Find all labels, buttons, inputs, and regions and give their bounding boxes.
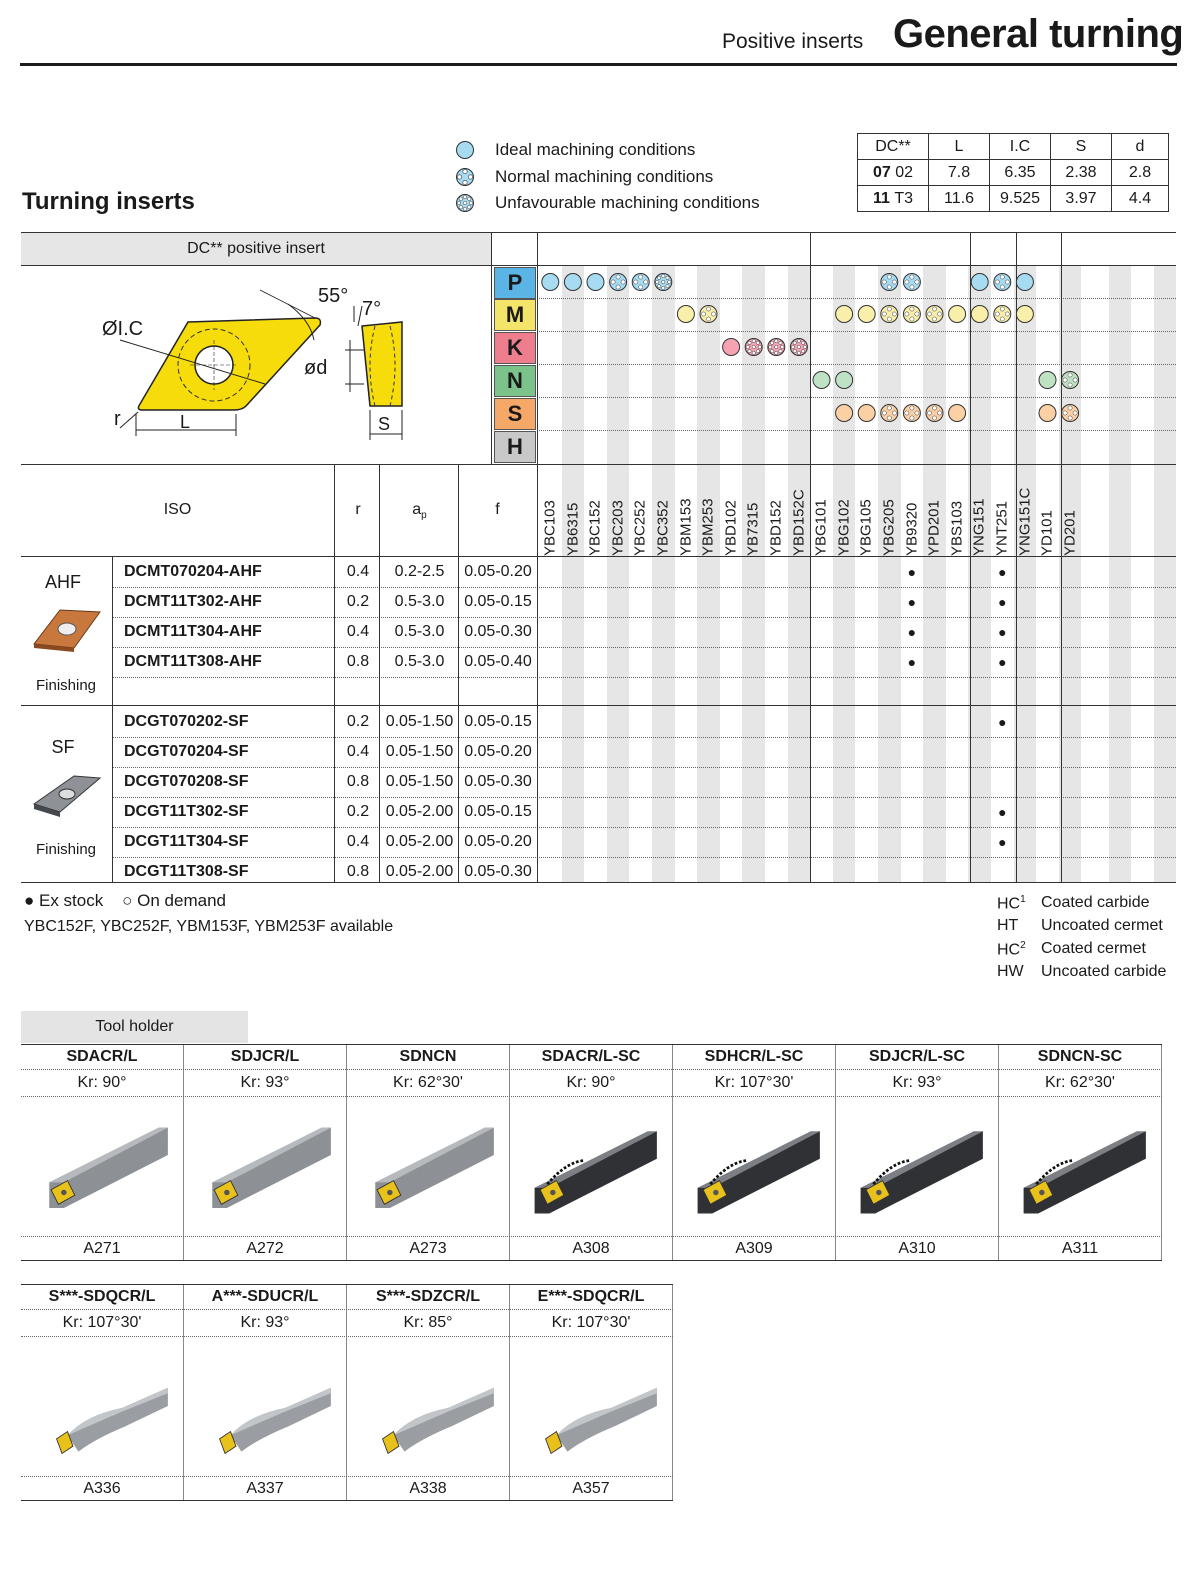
- ex-stock-mark: ●: [998, 654, 1007, 670]
- legend-label: Unfavourable machining conditions: [495, 193, 760, 212]
- clearance-label: 7°: [362, 298, 382, 320]
- section-title: Turning inserts: [22, 188, 195, 215]
- tool-holder-card: [836, 1044, 999, 1260]
- available-note: YBC152F, YBC252F, YBM153F, YBM253F available: [24, 918, 394, 935]
- ex-stock-mark: ●: [907, 624, 917, 640]
- tool-holder-image: [357, 1346, 503, 1466]
- tool-holder-name: SDACR/L: [66, 1048, 138, 1065]
- material-h: H: [494, 431, 536, 463]
- f-value: 0.05-0.30: [464, 863, 532, 880]
- tool-holder-card: [510, 1284, 673, 1500]
- iso-code: DCGT11T308-SF: [124, 863, 249, 880]
- S-label: S: [378, 414, 391, 434]
- holder-divider: [21, 1309, 673, 1310]
- dimensions-table: [857, 133, 1169, 212]
- r-header: r: [355, 501, 361, 518]
- grade-desc: Uncoated cermet: [1041, 917, 1163, 934]
- tool-holder-page: A271: [83, 1240, 121, 1257]
- group-line: [810, 232, 811, 883]
- table-bottom-line: [21, 882, 1176, 883]
- ideal-circle-icon: [542, 274, 559, 291]
- ap-value: 0.5-3.0: [394, 653, 445, 670]
- tool-holder-card: [184, 1044, 347, 1260]
- grade-label: YBG105: [857, 499, 875, 556]
- grade-header: [990, 466, 1014, 556]
- ex-stock-mark: ●: [998, 624, 1007, 640]
- grade-label: YBD152C: [790, 489, 808, 556]
- normal-circle-icon: [903, 405, 920, 422]
- grade-column-band: [1154, 266, 1176, 882]
- dims-cell: 11.6: [929, 186, 990, 212]
- normal-circle-icon: [903, 306, 920, 323]
- grade-code: HT: [997, 917, 1019, 934]
- unfavourable-circle-icon: [455, 193, 475, 213]
- dims-cell: 6.35: [990, 160, 1051, 186]
- grade-label: YNT251: [993, 500, 1011, 556]
- legend-label: Ideal machining conditions: [495, 140, 696, 159]
- radius-value: 0.4: [346, 833, 370, 850]
- tool-holder-kr: Kr: 90°: [77, 1074, 127, 1091]
- section-note: Finishing: [35, 841, 97, 858]
- tool-holder-image: [31, 1106, 177, 1226]
- legend-normal: [455, 165, 713, 189]
- grade-label: YBS103: [948, 500, 966, 556]
- section-name: SF: [51, 737, 75, 757]
- grade-header: [877, 466, 901, 556]
- holder-top-line: [21, 1044, 1162, 1045]
- tool-holder-page: A308: [572, 1240, 610, 1257]
- tool-holder-image: [520, 1106, 666, 1226]
- table-top-line: [21, 232, 1176, 233]
- iso-code: DCGT070208-SF: [124, 773, 249, 790]
- ap-header: $a_p$: [412, 501, 427, 522]
- material-p: P: [494, 267, 536, 299]
- radius-value: 0.4: [346, 563, 370, 580]
- grade-header: [606, 466, 630, 556]
- dims-header: I.C: [990, 134, 1051, 160]
- sf-insert-image: [30, 770, 104, 820]
- tool-holder-image: [194, 1346, 340, 1466]
- tool-holder-page: A336: [83, 1480, 121, 1497]
- tool-holder-image: [31, 1346, 177, 1466]
- f-value: 0.05-0.15: [464, 803, 532, 820]
- grade-header: [696, 466, 720, 556]
- tool-holder-image: [846, 1106, 992, 1226]
- insert-header: DC** positive insert: [187, 240, 325, 257]
- grade-header: [1058, 466, 1082, 556]
- tool-holder-image: [357, 1106, 503, 1226]
- holder-divider: [21, 1476, 673, 1477]
- ex-stock-mark: ●: [998, 564, 1007, 580]
- grade-column-band: [833, 266, 856, 882]
- angle-label: 55°: [318, 285, 349, 307]
- f-value: 0.05-0.20: [464, 833, 532, 850]
- ap-value: 0.5-3.0: [394, 623, 445, 640]
- tool-holder-card: [184, 1284, 347, 1500]
- ap-value: 0.05-1.50: [385, 773, 454, 790]
- col-line: [458, 465, 459, 883]
- grade-header: [628, 466, 652, 556]
- tool-holder-page: A311: [1061, 1240, 1099, 1257]
- grade-label: YBG101: [812, 499, 830, 556]
- f-value: 0.05-0.30: [464, 773, 532, 790]
- dims-cell: 3.97: [1051, 186, 1112, 212]
- tool-holder-kr: Kr: 62°30': [1045, 1074, 1115, 1091]
- tool-holder-kr: Kr: 93°: [240, 1314, 290, 1331]
- grade-code: $HC^1$: [997, 894, 1026, 913]
- tool-holder-kr: Kr: 107°30': [714, 1074, 794, 1091]
- ideal-circle-icon: [949, 306, 966, 323]
- grade-header: [1035, 466, 1059, 556]
- tool-holder-page: A357: [572, 1480, 610, 1497]
- dims-cell: 4.4: [1112, 186, 1169, 212]
- grade-label: YB6315: [564, 502, 582, 556]
- grade-label: YBC352: [654, 500, 672, 556]
- f-value: 0.05-0.20: [464, 563, 532, 580]
- material-k: K: [494, 332, 536, 364]
- material-divider: [537, 364, 1176, 365]
- section-divider: [21, 705, 1176, 706]
- tool-holder-name: SDJCR/L-SC: [868, 1048, 965, 1065]
- page-title: General turning: [893, 12, 1184, 56]
- tool-holder-card: [21, 1284, 184, 1500]
- ex-stock-mark: ●: [998, 594, 1007, 610]
- tool-holder-page: A309: [735, 1240, 773, 1257]
- tool-holder-name: SDJCR/L: [230, 1048, 300, 1065]
- grade-label: YPD201: [925, 500, 943, 556]
- grade-label: YBM153: [677, 498, 695, 556]
- f-value: 0.05-0.20: [464, 743, 532, 760]
- grade-column-band: [652, 266, 675, 882]
- tool-holder-page: A338: [409, 1480, 447, 1497]
- grade-header: [651, 466, 675, 556]
- dims-cell: 7.8: [929, 160, 990, 186]
- radius-value: 0.2: [346, 593, 370, 610]
- dims-cell: 2.8: [1112, 160, 1169, 186]
- tool-holder-card: [347, 1044, 510, 1260]
- page-subtitle: Positive inserts: [722, 30, 864, 53]
- tool-holder-card: [510, 1044, 673, 1260]
- ideal-circle-icon: [858, 306, 875, 323]
- ideal-circle-icon: [813, 372, 830, 389]
- ideal-circle-icon: [1039, 405, 1056, 422]
- tool-holder-name: SDACR/L-SC: [541, 1048, 641, 1065]
- grade-header: [967, 466, 991, 556]
- grade-label: YNG151: [970, 498, 988, 556]
- tool-holder-kr: Kr: 107°30': [551, 1314, 631, 1331]
- grade-column-band: [1059, 266, 1082, 882]
- ideal-circle-icon: [949, 405, 966, 422]
- grade-column-band: [1109, 266, 1131, 882]
- d-label: ød: [304, 357, 328, 379]
- ap-value: 0.05-2.00: [385, 803, 454, 820]
- ap-value: 0.05-2.00: [385, 863, 454, 880]
- radius-value: 0.8: [346, 863, 370, 880]
- radius-value: 0.4: [346, 623, 370, 640]
- f-value: 0.05-0.15: [464, 713, 532, 730]
- holder-divider: [21, 1336, 673, 1337]
- grade-header: [854, 466, 878, 556]
- radius-value: 0.8: [346, 773, 370, 790]
- holder-top-line: [21, 1284, 673, 1285]
- dims-cell: 2.38: [1051, 160, 1112, 186]
- grade-header: [900, 466, 924, 556]
- tool-holder-name: SDNCN: [399, 1048, 457, 1065]
- grade-column-band: [742, 266, 765, 882]
- radius-value: 0.2: [346, 713, 370, 730]
- r-label: r: [114, 408, 121, 430]
- ap-value: 0.2-2.5: [394, 563, 445, 580]
- material-divider: [537, 298, 1176, 299]
- group-line: [970, 232, 971, 883]
- ap-value: 0.5-3.0: [394, 593, 445, 610]
- tool-holder-name: S***-SDZCR/L: [375, 1288, 480, 1305]
- grade-header: [945, 466, 969, 556]
- legend-unfavourable: [455, 191, 760, 215]
- group-line: [1061, 232, 1062, 883]
- ex-stock-note: ● Ex stock ○ On demand: [24, 891, 226, 910]
- grade-header: [583, 466, 607, 556]
- ideal-circle-icon: [677, 306, 694, 323]
- grade-header: [538, 466, 562, 556]
- normal-circle-icon: [994, 306, 1011, 323]
- ideal-circle-icon: [587, 274, 604, 291]
- dims-header: DC**: [858, 134, 929, 160]
- col-line: [334, 465, 335, 883]
- tool-holder-kr: Kr: 90°: [566, 1074, 616, 1091]
- legend-label: Normal machining conditions: [495, 167, 714, 186]
- iso-header: ISO: [163, 501, 192, 518]
- holder-divider: [21, 1069, 1162, 1070]
- tool-holder-kr: Kr: 107°30': [62, 1314, 142, 1331]
- material-divider: [537, 397, 1176, 398]
- grade-column-band: [562, 266, 585, 882]
- tool-holder-image: [520, 1346, 666, 1466]
- tool-holder-title: Tool holder: [95, 1018, 174, 1035]
- columns-bottom-line: [21, 556, 1176, 557]
- grade-column-band: [878, 266, 901, 882]
- tool-holder-name: SDNCN-SC: [1037, 1048, 1123, 1065]
- ic-label: ØI.C: [102, 318, 144, 340]
- grade-column-band: [788, 266, 811, 882]
- ideal-circle-icon: [455, 140, 475, 160]
- tool-holder-image: [194, 1106, 340, 1226]
- col-line: [537, 232, 538, 883]
- grade-header: [764, 466, 788, 556]
- ap-value: 0.05-1.50: [385, 713, 454, 730]
- material-n: N: [494, 365, 536, 397]
- holder-bottom-line: [21, 1500, 673, 1501]
- materials-bottom-line: [21, 464, 1176, 465]
- header-rule: [20, 63, 1177, 66]
- ap-value: 0.05-1.50: [385, 743, 454, 760]
- group-header-band: [539, 233, 1176, 265]
- holder-bottom-line: [21, 1260, 1162, 1261]
- ex-stock-mark: ●: [907, 564, 917, 580]
- grade-header: [674, 466, 698, 556]
- holder-divider: [21, 1096, 1162, 1097]
- group-line: [1016, 232, 1017, 883]
- tool-holder-name: E***-SDQCR/L: [537, 1288, 645, 1305]
- grade-header: [832, 466, 856, 556]
- tool-holder-kr: Kr: 85°: [403, 1314, 453, 1331]
- ahf-insert-image: [30, 604, 104, 654]
- grade-label: YBG102: [835, 499, 853, 556]
- tool-holder-card: [673, 1044, 836, 1260]
- col-line: [112, 556, 113, 883]
- section-note: Finishing: [35, 677, 97, 694]
- tool-holder-card: [21, 1044, 184, 1260]
- tool-holder-page: A337: [246, 1480, 284, 1497]
- grade-header: [741, 466, 765, 556]
- grade-label: YBC103: [541, 500, 559, 556]
- grade-label: YNG151C: [1016, 487, 1034, 556]
- grade-header: [1013, 466, 1037, 556]
- material-m: M: [494, 299, 536, 331]
- ex-stock-mark: ●: [998, 714, 1007, 730]
- grade-label: YBD152: [767, 500, 785, 556]
- grade-label: YB7315: [744, 502, 762, 556]
- grade-label: YD201: [1061, 510, 1079, 556]
- unfavourable-circle-icon: [768, 339, 785, 356]
- tool-holder-card: [347, 1284, 510, 1500]
- holder-divider: [21, 1236, 1162, 1237]
- grade-desc: Uncoated carbide: [1041, 963, 1167, 980]
- ap-value: 0.05-2.00: [385, 833, 454, 850]
- grade-desc: Coated cermet: [1041, 940, 1146, 957]
- ideal-circle-icon: [1039, 372, 1056, 389]
- grade-column-band: [607, 266, 630, 882]
- tool-holder-kr: Kr: 62°30': [393, 1074, 463, 1091]
- legend-ideal: [455, 138, 695, 162]
- section-name: AHF: [45, 572, 81, 592]
- f-value: 0.05-0.30: [464, 623, 532, 640]
- dims-header: L: [929, 134, 990, 160]
- grade-column-band: [697, 266, 720, 882]
- grade-label: YBM253: [699, 498, 717, 556]
- dims-cell: 9.525: [990, 186, 1051, 212]
- tool-holder-image: [1009, 1106, 1155, 1226]
- grade-header: [787, 466, 811, 556]
- iso-code: DCGT11T302-SF: [124, 803, 249, 820]
- iso-code: DCMT11T302-AHF: [124, 593, 262, 610]
- grade-label: YBG205: [880, 499, 898, 556]
- tool-holder-page: A272: [246, 1240, 284, 1257]
- ideal-circle-icon: [723, 339, 740, 356]
- ex-stock-mark: ●: [998, 804, 1007, 820]
- dims-header: S: [1051, 134, 1112, 160]
- iso-code: DCMT070204-AHF: [124, 563, 262, 580]
- f-header: f: [495, 501, 500, 518]
- dims-header: d: [1112, 134, 1169, 160]
- material-s: S: [494, 398, 536, 430]
- grade-code: HW: [997, 963, 1024, 980]
- grade-header: [922, 466, 946, 556]
- normal-circle-icon: [903, 274, 920, 291]
- grade-code: $HC^2$: [997, 940, 1026, 959]
- radius-value: 0.4: [346, 743, 370, 760]
- grade-label: YB9320: [903, 502, 921, 556]
- tool-holder-kr: Kr: 93°: [240, 1074, 290, 1091]
- tool-holder-name: S***-SDQCR/L: [48, 1288, 156, 1305]
- iso-code: DCGT070204-SF: [124, 743, 249, 760]
- header-line: [21, 265, 1176, 266]
- f-value: 0.05-0.40: [464, 653, 532, 670]
- normal-circle-icon: [455, 167, 475, 187]
- ideal-circle-icon: [858, 405, 875, 422]
- ex-stock-mark: ●: [998, 834, 1007, 850]
- grade-label: YBD102: [722, 500, 740, 556]
- material-divider: [537, 430, 1176, 431]
- radius-value: 0.2: [346, 803, 370, 820]
- tool-holder-image: [683, 1106, 829, 1226]
- grade-label: YBC203: [609, 500, 627, 556]
- normal-circle-icon: [994, 274, 1011, 291]
- f-value: 0.05-0.15: [464, 593, 532, 610]
- grade-header: [561, 466, 585, 556]
- iso-code: DCMT11T304-AHF: [124, 623, 262, 640]
- grade-label: YBC252: [631, 500, 649, 556]
- normal-circle-icon: [632, 274, 649, 291]
- grade-column-band: [968, 266, 991, 882]
- col-line: [491, 232, 492, 465]
- grade-label: YBC152: [586, 500, 604, 556]
- ex-stock-mark: ●: [907, 594, 917, 610]
- dims-code: 07 02: [858, 160, 929, 186]
- iso-code: DCMT11T308-AHF: [124, 653, 262, 670]
- dims-code: 11 T3: [858, 186, 929, 212]
- tool-holder-page: A310: [898, 1240, 936, 1257]
- ex-stock-mark: ●: [907, 654, 917, 670]
- material-divider: [537, 331, 1176, 332]
- grade-label: YD101: [1038, 510, 1056, 556]
- grade-header: [809, 466, 833, 556]
- tool-holder-name: A***-SDUCR/L: [211, 1288, 319, 1305]
- tool-holder-card: [999, 1044, 1162, 1260]
- L-label: L: [180, 412, 191, 432]
- col-line: [379, 465, 380, 883]
- iso-code: DCGT070202-SF: [124, 713, 249, 730]
- tool-holder-name: SDHCR/L-SC: [704, 1048, 804, 1065]
- grade-header: [719, 466, 743, 556]
- iso-code: DCGT11T304-SF: [124, 833, 249, 850]
- grade-column-band: [923, 266, 946, 882]
- tool-holder-kr: Kr: 93°: [892, 1074, 942, 1091]
- grade-desc: Coated carbide: [1041, 894, 1150, 911]
- radius-value: 0.8: [346, 653, 370, 670]
- tool-holder-page: A273: [409, 1240, 447, 1257]
